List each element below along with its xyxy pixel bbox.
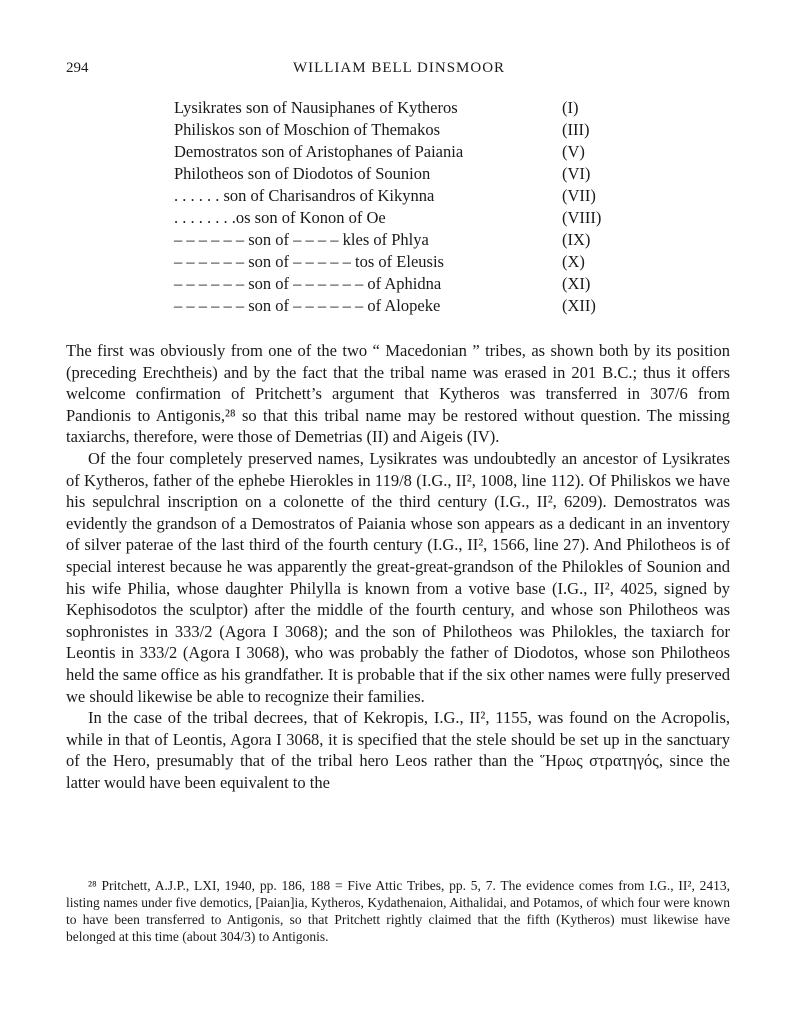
taxiarch-name: Demostratos son of Aristophanes of Paiania [174, 142, 464, 161]
tribe-number: (V) [562, 142, 585, 161]
page-number: 294 [66, 60, 89, 76]
list-item [174, 229, 634, 251]
page-header [66, 60, 732, 80]
list-item [174, 163, 634, 185]
paragraph: Of the four completely preserved names, Lysikrates was undoubtedly an ancestor of Lysikrates of Kytheros, father of the ephebe Hierokles in 119/8 (I.G., II², 1008, line 112). Of Philiskos we have his sepulchral inscription on a colonette of the third century (I.G., II², 6209). Demostratos was evidently the grandson of a Demostratos of Paiania whose son appears as a dedicant in an inventory of silver paterae of the last third of the fourth century (I.G., II², 1566, line 27). And Philotheos is of special interest because he was apparently the great-great-grandson of the Philokles of Sounion and his wife Philia, whose daughter Philylla is known from a votive base (I.G., II², 4025, signed by Kephisodotos the sculptor) after the middle of the fourth century, and whose son Philotheos was sophronistes in 333/2 (Agora I 3068); and the son of Philotheos was Philokles, the taxiarch for Leontis in 333/2 (Agora I 3068), who was probably the father of Diodotos, whose son Philotheos held the same office as his grandfather. It is probable that if the six other names were fully preserved we should likewise be able to recognize their families. [66, 448, 730, 706]
tribe-number: (X) [562, 252, 585, 271]
footnote-text: ²⁸ Pritchett, A.J.P., LXI, 1940, pp. 186, 188 = Five Attic Tribes, pp. 5, 7. The evidence comes from I.G., II², 2413, listing names under five demotics, [Paian]ia, Kytheros, Kydathenaion, Aithalidai, and Potamos, of which four were known to have been transferred to Antigonis, so that Pritchett rightly claimed that the fifth (Kytheros) must likewise have belonged at this time (about 304/3) to Antigonis. [66, 878, 730, 944]
list-item [174, 141, 634, 163]
tribe-number: (VI) [562, 164, 591, 183]
list-item [174, 185, 634, 207]
taxiarch-name: – – – – – – son of – – – – kles of Phlya [174, 230, 429, 249]
list-item [174, 273, 634, 295]
tribe-number: (VII) [562, 186, 596, 205]
paragraph: In the case of the tribal decrees, that of Kekropis, I.G., II², 1155, was found on the Acropolis, while in that of Leontis, Agora I 3068, it is specified that the stele should be set up in the sanctuary of the Hero, presumably that of the tribal hero Leos rather than the Ἥρως στρατηγός, since the latter would have been equivalent to the [66, 708, 730, 792]
list-item [174, 119, 634, 141]
paragraph: The first was obviously from one of the two “ Macedonian ” tribes, as shown both by its position (preceding Erechtheis) and by the fact that the tribal name was erased in 201 B.C.; thus it offers welcome confirmation of Pritchett’s argument that Kytheros was transferred in 307/6 from Pandionis to Antigonis,²⁸ so that this tribal name may be restored without question. The missing taxiarchs, therefore, were those of Demetrias (II) and Aigeis (IV). [66, 341, 730, 447]
taxiarch-name: . . . . . . son of Charisandros of Kikynna [174, 186, 435, 205]
footnote [66, 877, 730, 945]
list-item [174, 97, 634, 119]
list-item [174, 295, 634, 317]
body-text [66, 340, 730, 793]
taxiarch-name: – – – – – – son of – – – – – – of Alopeke [174, 296, 441, 315]
taxiarch-name: – – – – – – son of – – – – – tos of Eleusis [174, 252, 444, 271]
tribe-number: (I) [562, 98, 579, 117]
list-item [174, 207, 634, 229]
taxiarch-name: Philotheos son of Diodotos of Sounion [174, 164, 431, 183]
taxiarch-list [174, 97, 634, 317]
tribe-number: (VIII) [562, 208, 602, 227]
tribe-number: (XII) [562, 296, 596, 315]
taxiarch-name: Lysikrates son of Nausiphanes of Kytheros [174, 98, 458, 117]
list-item [174, 251, 634, 273]
tribe-number: (XI) [562, 274, 591, 293]
tribe-number: (III) [562, 120, 590, 139]
tribe-number: (IX) [562, 230, 591, 249]
running-head: WILLIAM BELL DINSMOOR [292, 60, 506, 76]
taxiarch-name: – – – – – – son of – – – – – – of Aphidna [174, 274, 442, 293]
taxiarch-name: Philiskos son of Moschion of Themakos [174, 120, 440, 139]
taxiarch-name: . . . . . . . .os son of Konon of Oe [174, 208, 386, 227]
